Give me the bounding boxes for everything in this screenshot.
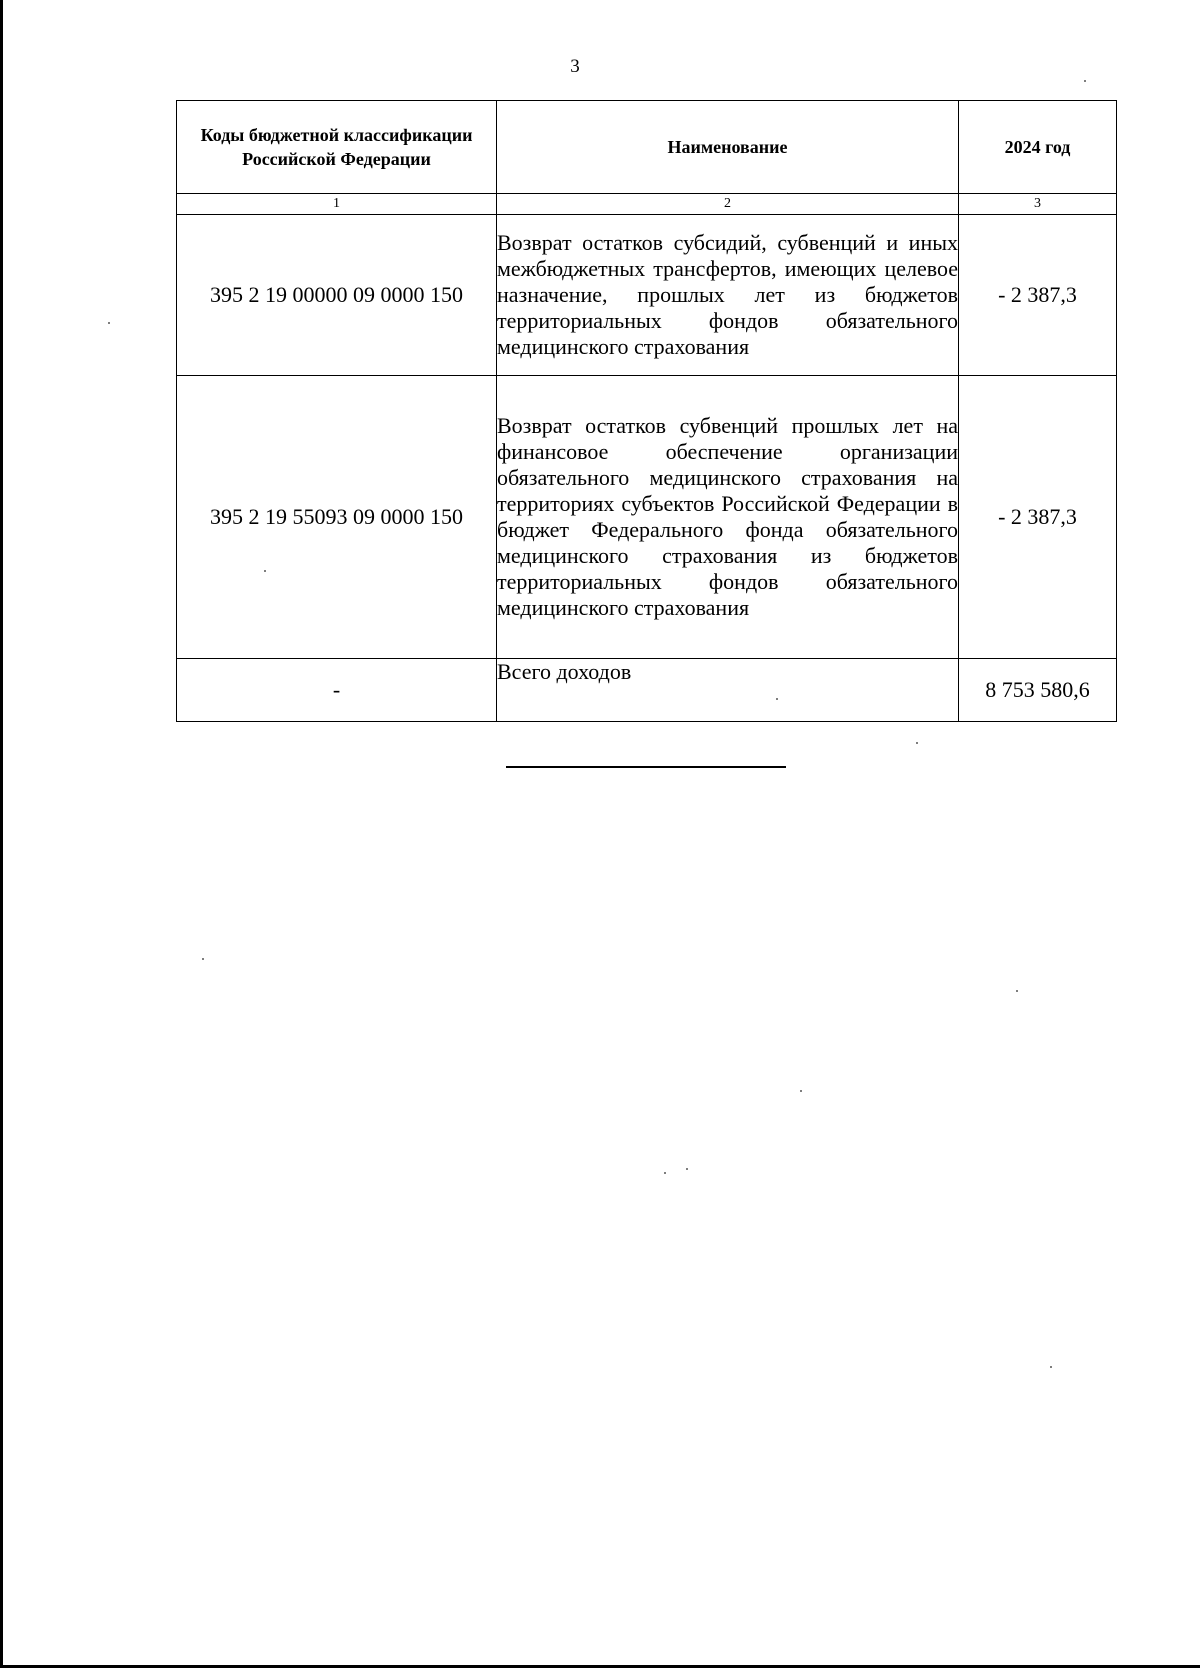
total-amount: 8 753 580,6 [959,659,1117,722]
table-row [177,376,1117,659]
total-label: Всего доходов [497,659,959,722]
scan-speck [686,1168,688,1170]
budget-table [176,100,1117,722]
column-number-row [177,194,1117,215]
end-of-table-rule [506,766,786,768]
column-number: 3 [959,194,1117,215]
header-code: Коды бюджетной классификации Российской Федерации [177,101,497,194]
scan-speck [264,570,266,572]
header-name: Наименование [497,101,959,194]
scan-speck [1084,80,1086,82]
scan-speck [664,1172,666,1174]
column-number: 2 [497,194,959,215]
scan-speck [1050,1366,1052,1368]
row-name: Возврат остатков субсидий, субвенций и иных межбюджетных трансфертов, имеющих целевое назначение, прошлых лет из бюджетов территориальных фондов обязательного медицинского страхования [497,215,959,376]
scan-speck [1016,990,1018,992]
row-amount: - 2 387,3 [959,376,1117,659]
table-header-row [177,101,1117,194]
row-amount: - 2 387,3 [959,215,1117,376]
row-code: 395 2 19 00000 09 0000 150 [177,215,497,376]
scan-speck [776,698,778,700]
row-name: Возврат остатков субвенций прошлых лет на финансовое обеспечение организации обязательного медицинского страхования на территориях субъектов Российской Федерации в бюджет Федерального фонда обязательного медицинского страхования из бюджетов территориальных фондов обязательного медицинского страхования [497,376,959,659]
table-row [177,215,1117,376]
row-code: 395 2 19 55093 09 0000 150 [177,376,497,659]
total-code: - [177,659,497,722]
scan-left-edge [0,0,3,1668]
page-number: 3 [570,56,580,77]
column-number: 1 [177,194,497,215]
total-row [177,659,1117,722]
scan-speck [108,322,110,324]
scan-speck [800,1090,802,1092]
scan-speck [916,742,918,744]
scan-speck [202,958,204,960]
header-year: 2024 год [959,101,1117,194]
